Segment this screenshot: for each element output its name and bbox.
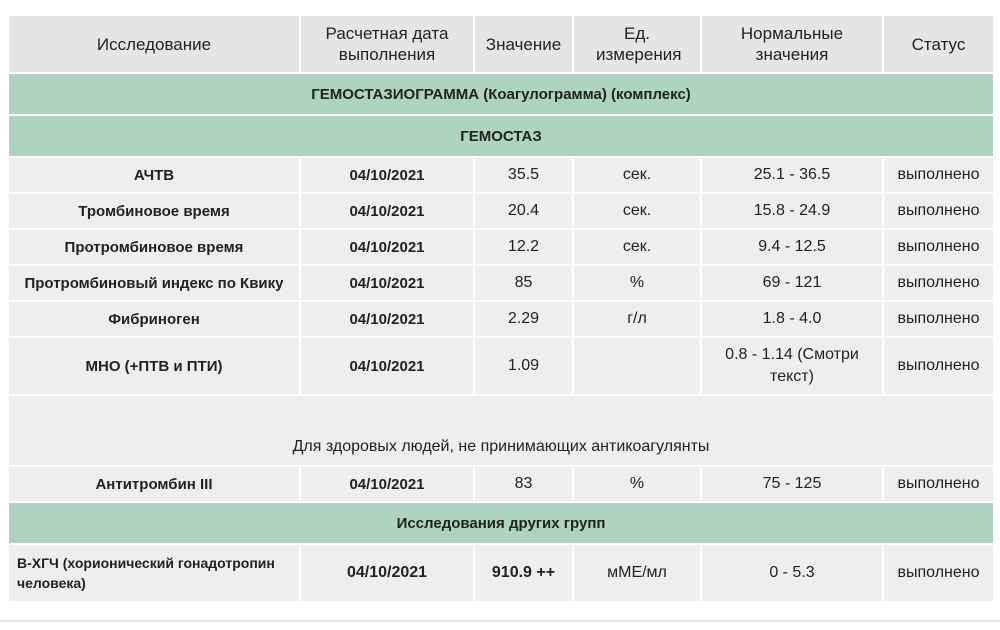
study-norm: 25.1 - 36.5 — [702, 158, 882, 192]
study-name: Протромбиновое время — [9, 230, 299, 264]
table-header-row — [9, 16, 993, 72]
study-unit: % — [574, 266, 700, 300]
bottom-divider — [0, 620, 1000, 622]
study-date: 04/10/2021 — [301, 230, 473, 264]
study-norm: 69 - 121 — [702, 266, 882, 300]
group-row-other — [9, 503, 993, 543]
group-row-sub — [9, 116, 993, 156]
study-unit: г/л — [574, 302, 700, 336]
study-name: Тромбиновое время — [9, 194, 299, 228]
study-value: 85 — [475, 266, 572, 300]
table-row — [9, 266, 993, 300]
study-unit — [574, 338, 700, 394]
column-header-date: Расчетная дата выполнения — [301, 16, 473, 72]
subgroup-title: ГЕМОСТАЗ — [9, 116, 993, 156]
study-value: 1.09 — [475, 338, 572, 394]
study-date: 04/10/2021 — [301, 302, 473, 336]
study-date: 04/10/2021 — [301, 338, 473, 394]
column-header-study: Исследование — [9, 16, 299, 72]
study-status: выполнено — [884, 302, 993, 336]
study-date: 04/10/2021 — [301, 266, 473, 300]
results-table — [7, 14, 995, 603]
column-header-status: Статус — [884, 16, 993, 72]
study-status: выполнено — [884, 158, 993, 192]
study-date: 04/10/2021 — [301, 194, 473, 228]
table-row — [9, 467, 993, 501]
study-norm: 0 - 5.3 — [702, 545, 882, 601]
study-status: выполнено — [884, 338, 993, 394]
table-row — [9, 158, 993, 192]
study-date: 04/10/2021 — [301, 467, 473, 501]
table-row — [9, 194, 993, 228]
table-row — [9, 545, 993, 601]
study-value: 83 — [475, 467, 572, 501]
study-unit: сек. — [574, 230, 700, 264]
group-row-main — [9, 74, 993, 114]
table-row — [9, 338, 993, 394]
study-status: выполнено — [884, 545, 993, 601]
study-value: 35.5 — [475, 158, 572, 192]
study-name: Фибриноген — [9, 302, 299, 336]
study-status: выполнено — [884, 230, 993, 264]
group-title: ГЕМОСТАЗИОГРАММА (Коагулограмма) (комплекс) — [9, 74, 993, 114]
study-status: выполнено — [884, 194, 993, 228]
study-norm: 9.4 - 12.5 — [702, 230, 882, 264]
study-norm: 1.8 - 4.0 — [702, 302, 882, 336]
note-row — [9, 396, 993, 465]
study-value: 910.9 ++ — [475, 545, 572, 601]
study-unit: % — [574, 467, 700, 501]
study-norm: 15.8 - 24.9 — [702, 194, 882, 228]
study-name: Антитромбин III — [9, 467, 299, 501]
study-unit: сек. — [574, 158, 700, 192]
study-name: B-ХГЧ (хорионический гонадотропин человека) — [9, 545, 299, 601]
group-title-other: Исследования других групп — [9, 503, 993, 543]
study-unit: мМЕ/мл — [574, 545, 700, 601]
study-date: 04/10/2021 — [301, 158, 473, 192]
note-text: Для здоровых людей, не принимающих антикоагулянты — [9, 396, 993, 465]
column-header-unit: Ед. измерения — [574, 16, 700, 72]
study-value: 20.4 — [475, 194, 572, 228]
study-name: Протромбиновый индекс по Квику — [9, 266, 299, 300]
study-unit: сек. — [574, 194, 700, 228]
study-name: АЧТВ — [9, 158, 299, 192]
study-norm: 0.8 - 1.14 (Смотри текст) — [702, 338, 882, 394]
column-header-norm: Нормальные значения — [702, 16, 882, 72]
table-row — [9, 230, 993, 264]
study-date: 04/10/2021 — [301, 545, 473, 601]
study-norm: 75 - 125 — [702, 467, 882, 501]
study-name: МНО (+ПТВ и ПТИ) — [9, 338, 299, 394]
study-status: выполнено — [884, 266, 993, 300]
column-header-value: Значение — [475, 16, 572, 72]
table-row — [9, 302, 993, 336]
study-value: 2.29 — [475, 302, 572, 336]
study-status: выполнено — [884, 467, 993, 501]
study-value: 12.2 — [475, 230, 572, 264]
